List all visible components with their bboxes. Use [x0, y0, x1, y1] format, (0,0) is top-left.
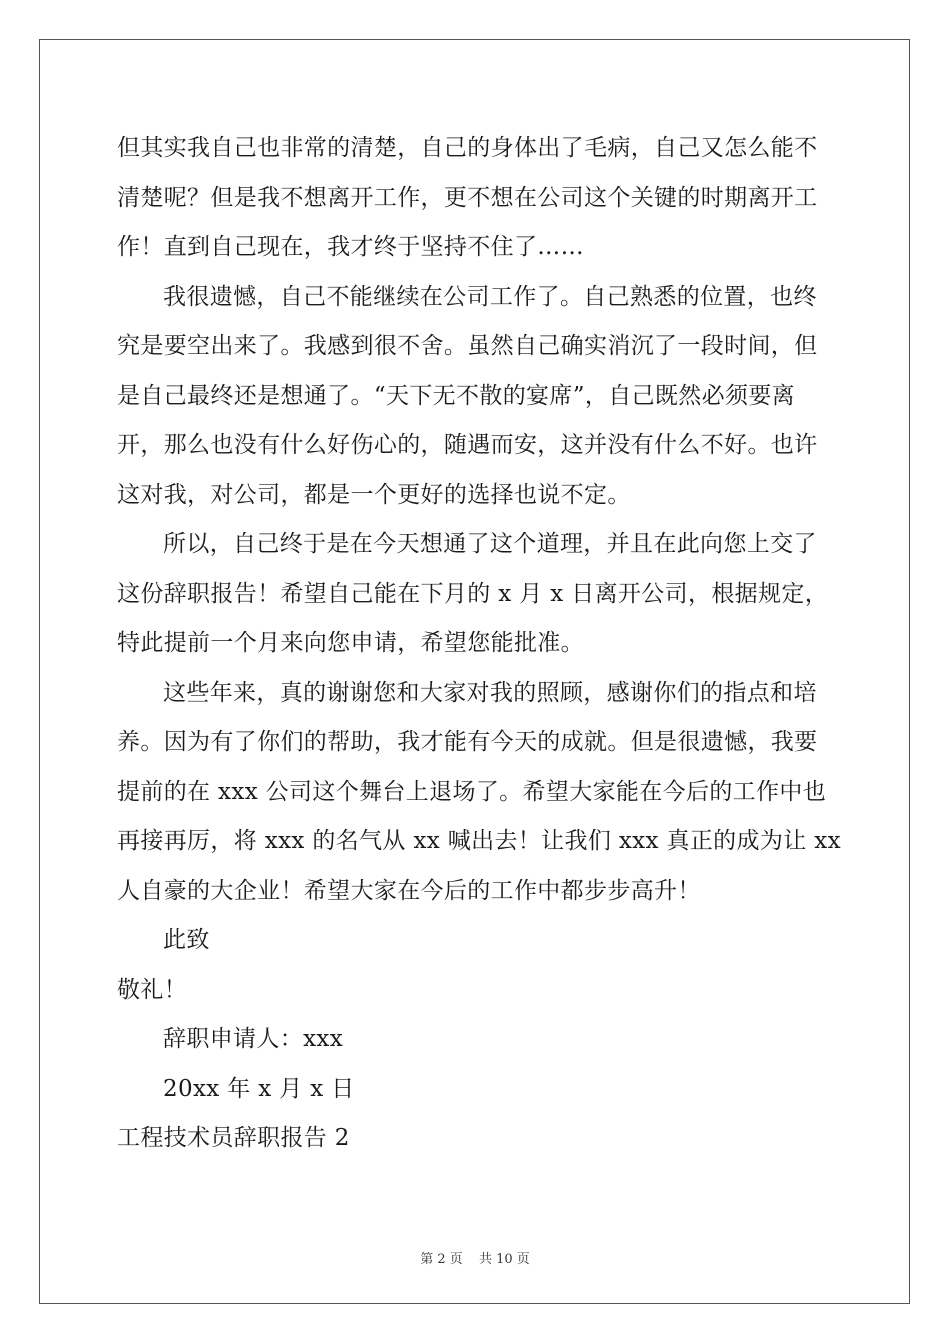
text-line: 这份辞职报告！希望自己能在下月的 x 月 x 日离开公司，根据规定，: [117, 580, 829, 607]
page-footer: [0, 1248, 950, 1267]
text-line: 但其实我自己也非常的清楚，自己的身体出了毛病，自己又怎么能不: [117, 135, 818, 161]
page-total: 共 10 页: [478, 1252, 530, 1267]
date-text: 20xx 年 x 月 x 日: [163, 1075, 355, 1102]
closing-text: 此致: [163, 927, 210, 953]
text-line: 这对我，对公司，都是一个更好的选择也说不定。: [117, 481, 631, 508]
paragraph: [117, 124, 837, 273]
paragraph: [117, 520, 837, 669]
text-line: 特此提前一个月来向您申请，希望您能批准。: [117, 630, 584, 656]
signature-text: 辞职申请人：xxx: [163, 1026, 344, 1052]
text-line: 我很遗憾，自己不能继续在公司工作了。自己熟悉的位置，也终: [163, 283, 817, 310]
text-line: 所以，自己终于是在今天想通了这个道理，并且在此向您上交了: [163, 531, 817, 557]
text-line: 清楚呢？但是我不想离开工作，更不想在公司这个关键的时期离开工: [117, 184, 818, 211]
text-line: 这些年来，真的谢谢您和大家对我的照顾，感谢你们的指点和培: [163, 679, 817, 706]
text-line: 作！直到自己现在，我才终于坚持不住了……: [117, 234, 584, 260]
text-line: 人自豪的大企业！希望大家在今后的工作中都步步高升！: [117, 877, 701, 904]
salutation-text: 敬礼！: [117, 976, 188, 1003]
text-line: 是自己最终还是想通了。“天下无不散的宴席”，自己既然必须要离: [117, 382, 796, 409]
text-line: 究是要空出来了。我感到很不舍。虽然自己确实消沉了一段时间，但: [117, 333, 818, 359]
text-line: 再接再厉，将 xxx 的名气从 xx 喊出去！让我们 xxx 真正的成为让 xx: [117, 828, 841, 854]
text-line: 养。因为有了你们的帮助，我才能有今天的成就。但是很遗憾，我要: [117, 729, 818, 755]
section-heading: 工程技术员辞职报告 2: [117, 1125, 350, 1151]
text-line: 开，那么也没有什么好伤心的，随遇而安，这并没有什么不好。也许: [117, 432, 818, 458]
paragraph: [117, 273, 837, 521]
paragraph: [117, 669, 841, 917]
page-number: 第 2 页: [420, 1252, 463, 1267]
document-body: [117, 124, 841, 1164]
text-line: 提前的在 xxx 公司这个舞台上退场了。希望大家能在今后的工作中也: [117, 778, 827, 805]
